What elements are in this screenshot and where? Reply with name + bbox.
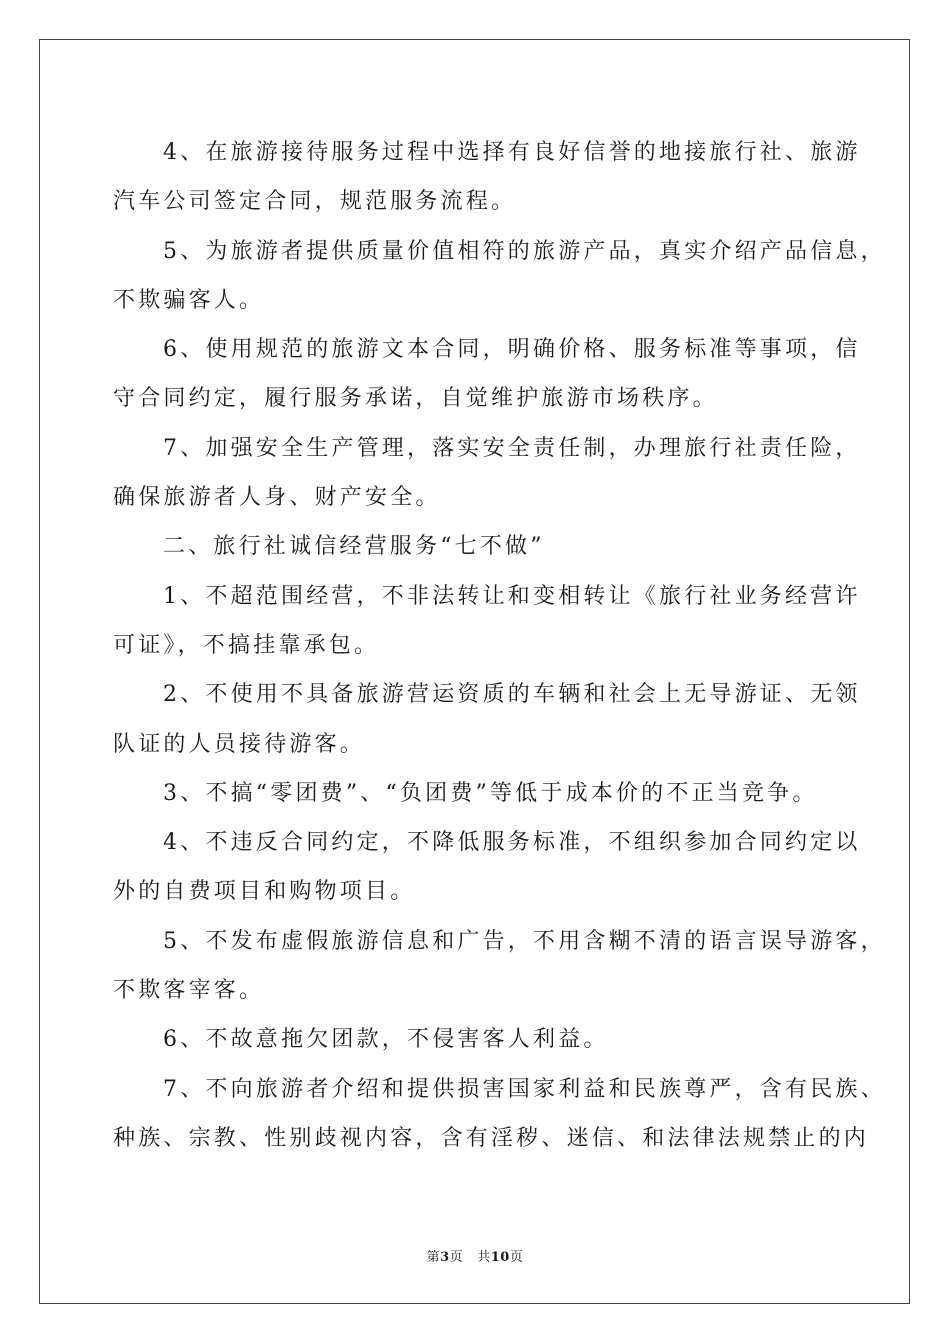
text-line: 5、不发布虚假旅游信息和广告，不用含糊不清的语言误导游客， (163, 928, 886, 954)
text-line: 5、为旅游者提供质量价值相符的旅游产品，真实介绍产品信息， (163, 238, 886, 264)
text-line: 不欺骗客人。 (113, 287, 265, 313)
text-line: 4、在旅游接待服务过程中选择有良好信誉的地接旅行社、旅游 (163, 140, 861, 165)
section-heading: 二、旅行社诚信经营服务“七不做” (163, 534, 545, 560)
text-line: 外的自费项目和购物项目。 (113, 879, 416, 905)
text-line: 2、不使用不具备旅游营运资质的车辆和社会上无导游证、无领 (163, 682, 861, 708)
document-body (113, 128, 886, 1163)
text-line: 4、不违反合同约定，不降低服务标准，不组织参加合同约定以 (163, 830, 861, 856)
text-line: 确保旅游者人身、财产安全。 (113, 485, 441, 511)
text-line: 1、不超范围经营，不非法转让和变相转让《旅行社业务经营许 (163, 583, 861, 609)
page-total-prefix: 共 (477, 1250, 491, 1265)
text-line: 可证》，不搞挂靠承包。 (113, 632, 380, 658)
text-line: 6、使用规范的旅游文本合同，明确价格、服务标准等事项，信 (163, 337, 861, 363)
text-line: 种族、宗教、性别歧视内容，含有淫秽、迷信、和法律法规禁止的内 (113, 1125, 870, 1151)
text-line: 7、不向旅游者介绍和提供损害国家利益和民族尊严，含有民族、 (163, 1076, 886, 1102)
text-line: 7、加强安全生产管理，落实安全责任制，办理旅行社责任险， (163, 435, 861, 461)
page-number-current: 3 (440, 1250, 450, 1265)
text-line: 汽车公司签定合同，规范服务流程。 (113, 189, 517, 215)
page-number-suffix: 页 (449, 1250, 464, 1265)
text-line: 3、不搞“零团费”、“负团费”等低于成本价的不正当竞争。 (163, 780, 818, 806)
text-line: 6、不故意拖欠团款，不侵害客人利益。 (163, 1027, 609, 1053)
text-line: 不欺客宰客。 (113, 978, 265, 1004)
page-footer (0, 1246, 950, 1265)
text-line: 守合同约定，履行服务承诺，自觉维护旅游市场秩序。 (113, 386, 718, 412)
page-total-count: 10 (490, 1250, 510, 1265)
page-number-prefix: 第 (426, 1250, 441, 1265)
page-total-suffix: 页 (509, 1250, 524, 1265)
text-line: 队证的人员接待游客。 (113, 731, 366, 757)
